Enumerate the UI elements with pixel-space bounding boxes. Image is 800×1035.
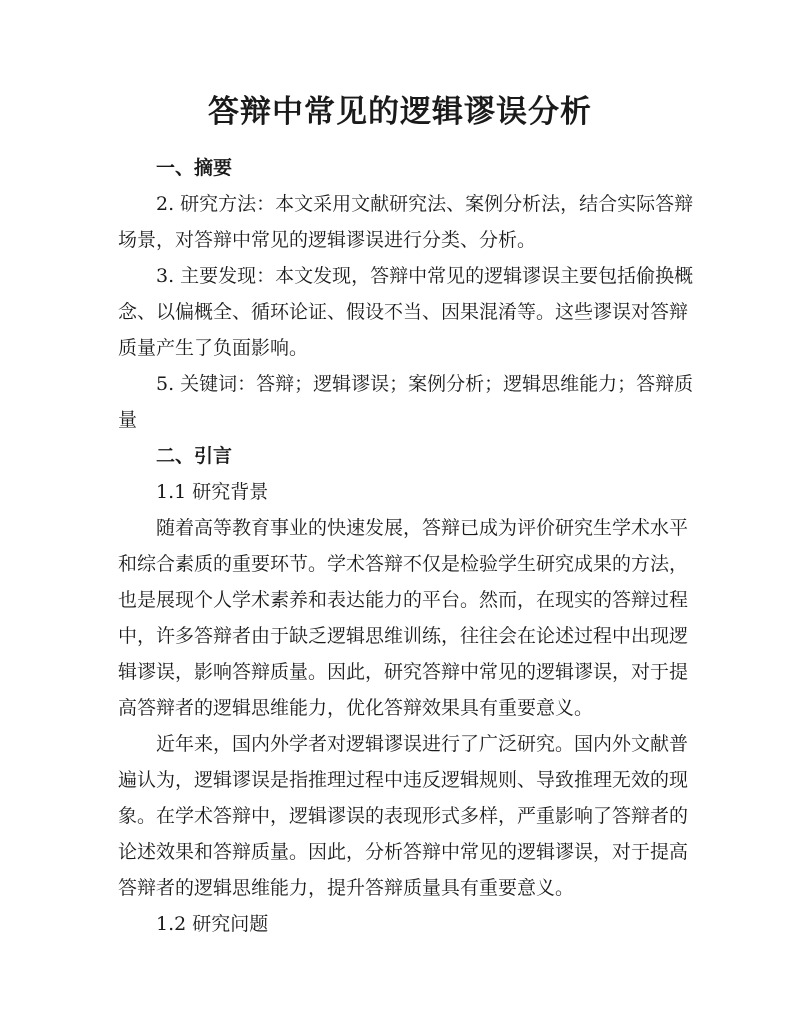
paragraph-line: 质量产生了负面影响。 xyxy=(118,337,309,359)
subsection-heading: 1.2 研究问题 xyxy=(156,913,269,935)
paragraph-line: 3. 主要发现：本文发现，答辩中常见的逻辑谬误主要包括偷换概 xyxy=(156,265,694,287)
document-title: 答辩中常见的逻辑谬误分析 xyxy=(208,94,592,130)
subsection-heading: 1.1 研究背景 xyxy=(156,481,269,503)
paragraph-line: 场景，对答辩中常见的逻辑谬误进行分类、分析。 xyxy=(118,229,537,251)
paragraph-line: 也是展现个人学术素养和表达能力的平台。然而，在现实的答辩过程 xyxy=(118,589,689,611)
paragraph-line: 象。在学术答辩中，逻辑谬误的表现形式多样，严重影响了答辩者的 xyxy=(118,805,689,827)
document-body xyxy=(118,150,694,942)
paragraph-line: 辑谬误，影响答辩质量。因此，研究答辩中常见的逻辑谬误，对于提 xyxy=(118,661,689,683)
paragraph-line: 论述效果和答辩质量。因此，分析答辩中常见的逻辑谬误，对于提高 xyxy=(118,841,689,863)
paragraph-line: 念、以偏概全、循环论证、假设不当、因果混淆等。这些谬误对答辩 xyxy=(118,301,689,323)
paragraph-line: 量 xyxy=(118,409,138,431)
paragraph-line: 高答辩者的逻辑思维能力，优化答辩效果具有重要意义。 xyxy=(118,697,594,719)
section-heading-introduction: 二、引言 xyxy=(156,445,233,467)
paragraph-line: 答辩者的逻辑思维能力，提升答辩质量具有重要意义。 xyxy=(118,877,575,899)
paragraph-line: 5. 关键词：答辩；逻辑谬误；案例分析；逻辑思维能力；答辩质 xyxy=(156,373,694,395)
section-heading-abstract: 一、摘要 xyxy=(156,157,233,179)
paragraph-line: 遍认为，逻辑谬误是指推理过程中违反逻辑规则、导致推理无效的现 xyxy=(118,769,689,791)
paragraph-line: 近年来，国内外学者对逻辑谬误进行了广泛研究。国内外文献普 xyxy=(156,733,689,755)
paragraph-line: 和综合素质的重要环节。学术答辩不仅是检验学生研究成果的方法， xyxy=(118,553,689,575)
paragraph-line: 2. 研究方法：本文采用文献研究法、案例分析法，结合实际答辩 xyxy=(156,193,694,215)
paragraph-line: 中，许多答辩者由于缺乏逻辑思维训练，往往会在论述过程中出现逻 xyxy=(118,625,689,647)
paragraph-line: 随着高等教育事业的快速发展，答辩已成为评价研究生学术水平 xyxy=(156,517,689,539)
